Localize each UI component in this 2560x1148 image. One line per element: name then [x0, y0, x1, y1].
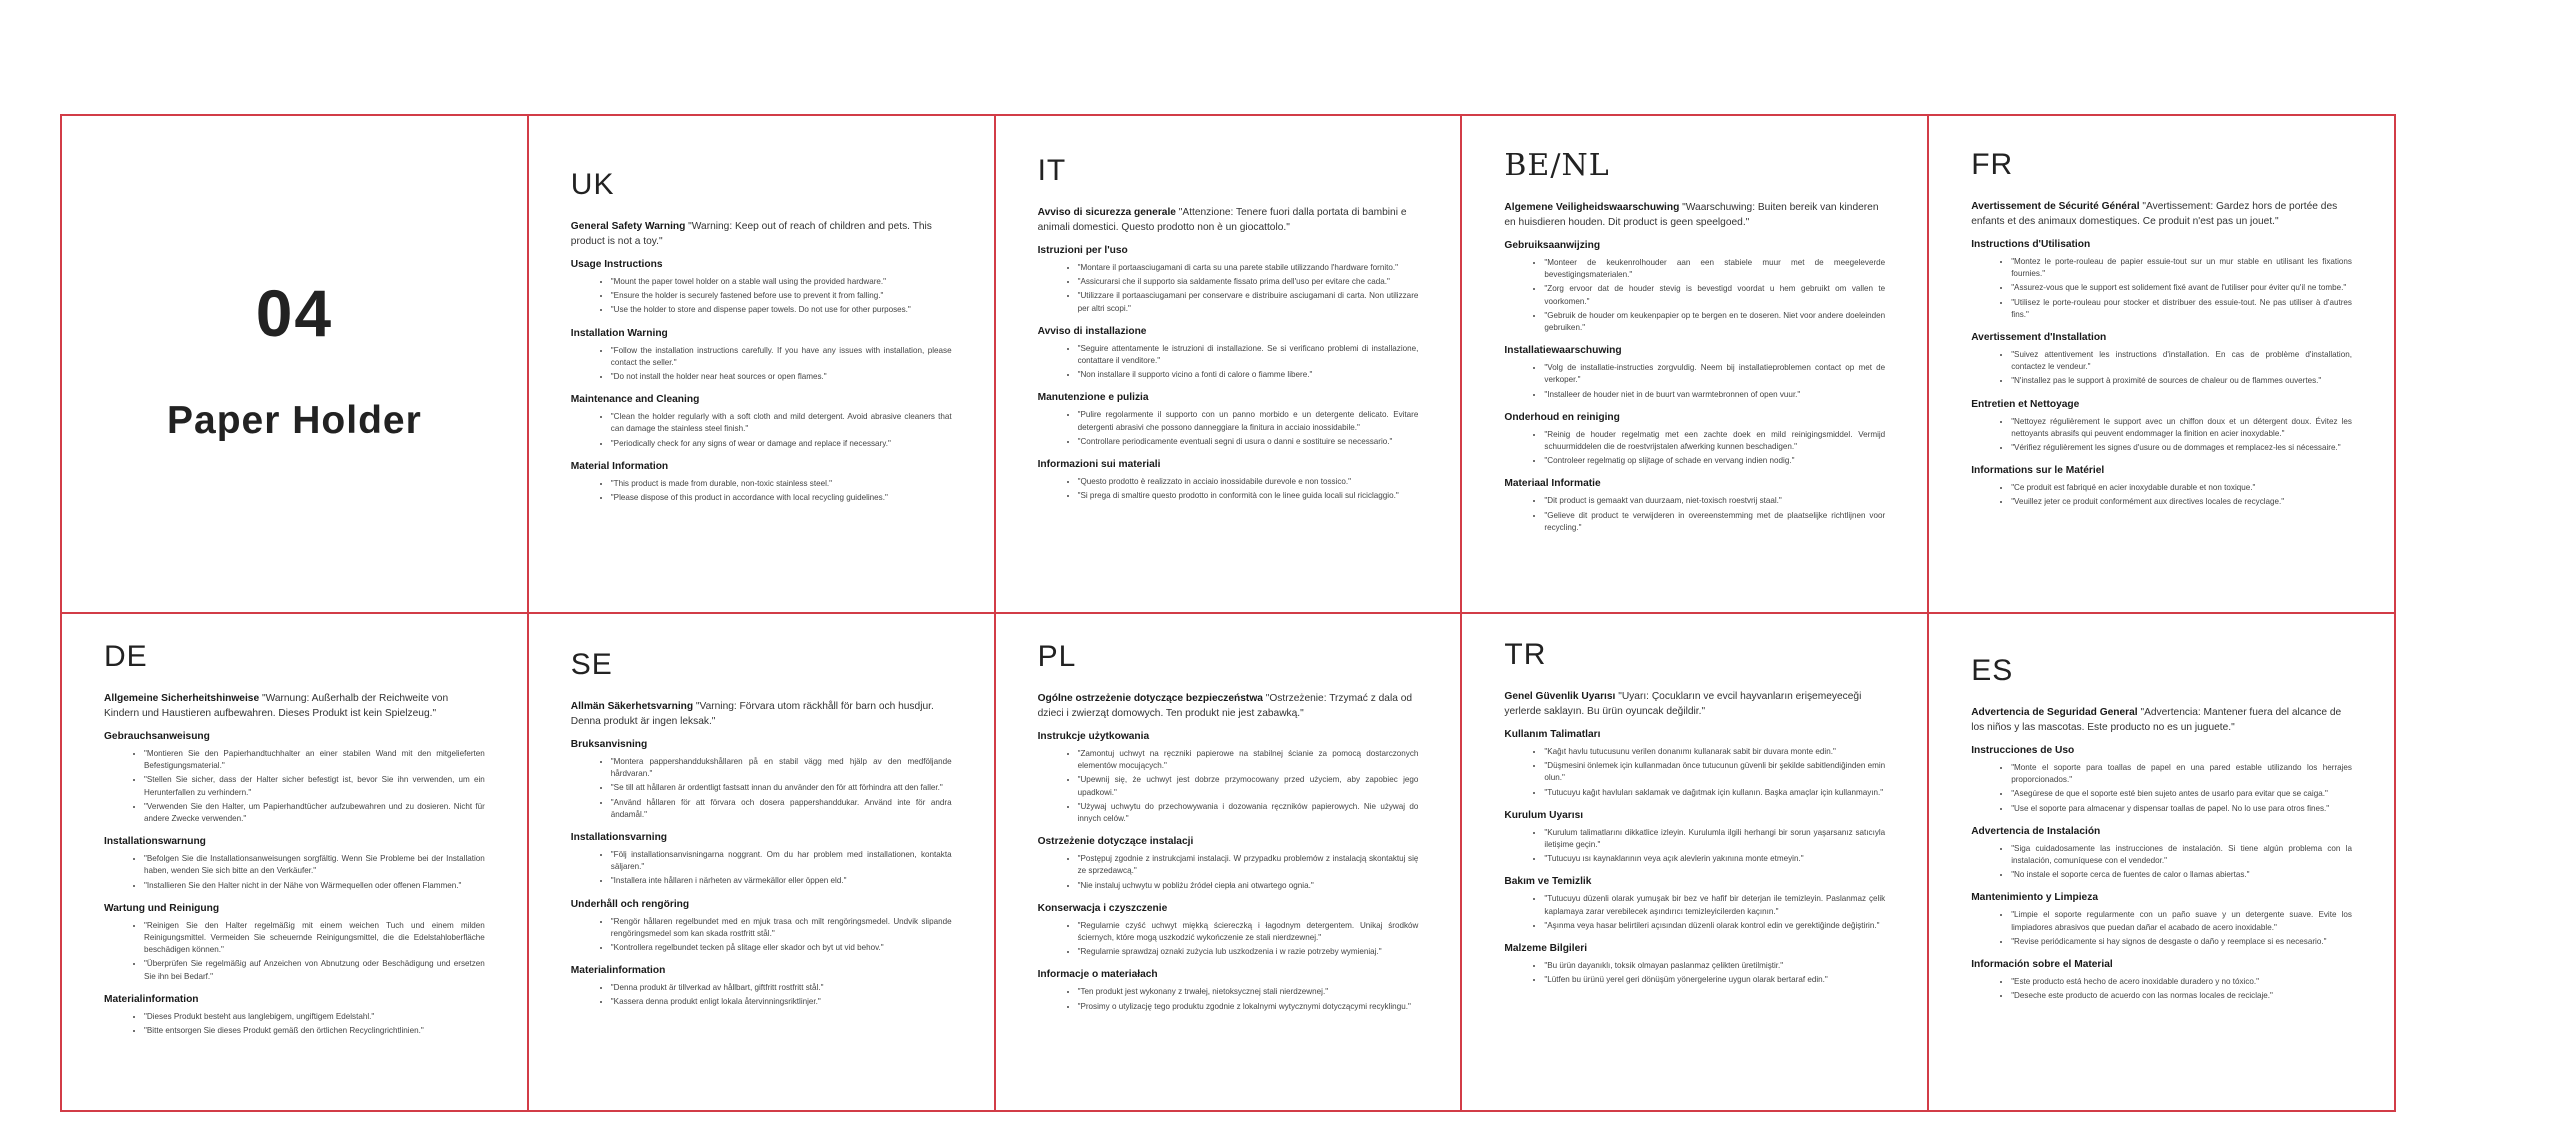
instruction-list — [571, 849, 952, 888]
list-item: • "Nie instaluj uchwytu w pobliżu źródeł ciepła ani otwartego ognia." — [1078, 880, 1419, 892]
section-heading: Konserwacja i czyszczenie — [1037, 902, 1168, 914]
section-heading: Gebrauchsanweisung — [104, 731, 210, 742]
list-item: • "Gelieve dit product te verwijderen in overeenstemming met de plaatselijke richtlijnen voor recycling." — [1544, 510, 1885, 534]
instruction-list — [1971, 256, 2352, 321]
list-item: • "Följ installationsanvisningarna noggrant. Om du har problem med installationen, kontakta säljaren." — [611, 849, 952, 873]
list-item: • "Rengör hållaren regelbundet med en mjuk trasa och milt rengöringsmedel. Undvik slipande rengöringsmedel som kan skada rostfritt stål." — [611, 916, 952, 940]
instruction-sheet-grid — [60, 114, 2396, 1112]
section-heading: Gebruiksaanwijzing — [1504, 240, 1601, 251]
instruction-list — [571, 982, 952, 1008]
list-item: • "Asegúrese de que el soporte esté bien sujeto antes de usarlo para evitar que se caiga." — [2011, 788, 2352, 800]
list-item: • "Revise periódicamente si hay signos de desgaste o daño y reemplace si es necesario." — [2011, 936, 2352, 948]
list-item: • "Überprüfen Sie regelmäßig auf Anzeichen von Abnutzung oder Beschädigung und ersetzen Sie ihn bei Bedarf." — [144, 958, 485, 982]
safety-warning-text: "Warnung: Außerhalb der Reichweite von Kindern und Haustieren aufbewahren. Dieses Produkt ist kein Spielzeug." — [104, 693, 449, 719]
list-item: • "Monteer de keukenrolhouder aan een stabiele muur met de meegeleverde bevestigingsmaterialen." — [1544, 257, 1885, 281]
list-item: • "Assurez-vous que le support est solidement fixé avant de l'utiliser pour éviter qu'il ne tombe." — [2011, 282, 2352, 294]
section-heading: Materialinformation — [104, 993, 199, 1005]
instruction-list — [571, 756, 952, 821]
list-item: • "Use the holder to store and dispense paper towels. Do not use for other purposes." — [611, 304, 952, 316]
list-item: • "Lütfen bu ürünü yerel geri dönüşüm yönergelerine uygun olarak bertaraf edin." — [1544, 974, 1885, 986]
instruction-list — [1504, 257, 1885, 334]
instruction-list — [571, 916, 952, 955]
safety-warning-heading: Algemene Veiligheidswaarschuwing — [1504, 202, 1680, 213]
list-item: • "Veuillez jeter ce produit conformément aux directives locales de recyclage." — [2011, 496, 2352, 508]
section-heading: Maintenance and Cleaning — [570, 394, 700, 406]
safety-warning — [1038, 206, 1419, 235]
section-heading: Informations sur le Matériel — [1971, 465, 2105, 477]
language-code: BE/NL — [1504, 148, 1610, 183]
list-item: • "Assicurarsi che il supporto sia saldamente fissato prima dell'uso per evitare che cada." — [1078, 276, 1419, 288]
instruction-list — [1504, 362, 1885, 401]
list-item: • "Upewnij się, że uchwyt jest dobrze przymocowany przed użyciem, aby zapobiec jego upadkowi." — [1078, 774, 1419, 798]
instruction-list — [1971, 843, 2352, 882]
safety-warning-heading: Advertencia de Seguridad General — [1971, 707, 2138, 718]
list-item: • "Befolgen Sie die Installationsanweisungen sorgfältig. Wenn Sie Probleme bei der Installation haben, wenden Sie sich bitte an den Verkäufer." — [144, 853, 485, 877]
safety-warning-text: "Avertissement: Gardez hors de portée des enfants et des animaux domestiques. Ce produit n'est pas un jouet." — [1971, 201, 2338, 227]
list-item: • "Montera pappershanddukshållaren på en stabil vägg med hjälp av den medföljande hårdvaran." — [611, 756, 952, 780]
list-item: • "Suivez attentivement les instructions d'installation. En cas de problème d'installation, contactez le vendeur." — [2011, 349, 2352, 373]
language-code: DE — [104, 640, 148, 673]
instruction-list — [1504, 746, 1885, 799]
instruction-list — [1971, 482, 2352, 508]
section-heading: Mantenimiento y Limpieza — [1971, 892, 2098, 904]
section-heading: Installatiewaarschuwing — [1504, 345, 1622, 357]
list-item: • "Use el soporte para almacenar y dispensar toallas de papel. No lo use para otros fines." — [2011, 803, 2352, 815]
safety-warning-heading: Avertissement de Sécurité Général — [1971, 201, 2140, 212]
list-item: • "Kassera denna produkt enligt lokala återvinningsriktlinjer." — [611, 996, 952, 1008]
section-heading: Bruksanvisning — [570, 739, 648, 750]
safety-warning — [1971, 706, 2352, 735]
instruction-list — [1971, 349, 2352, 388]
list-item: • "Controllare periodicamente eventuali segni di usura o danni e sostituire se necessario." — [1078, 436, 1419, 448]
language-panel-pl — [996, 614, 1463, 1112]
safety-warning-heading: Avviso di sicurezza generale — [1037, 207, 1176, 218]
section-heading: Istruzioni per l'uso — [1037, 245, 1128, 256]
section-heading: Materiaal Informatie — [1504, 478, 1601, 490]
language-panel-tr — [1462, 614, 1929, 1112]
section-heading: Onderhoud en reiniging — [1504, 411, 1620, 423]
instruction-list — [1038, 262, 1419, 315]
list-item: • "Controleer regelmatig op slijtage of schade en vervang indien nodig." — [1544, 455, 1885, 467]
safety-warning-heading: Genel Güvenlik Uyarısı — [1504, 691, 1616, 702]
instruction-list — [1971, 416, 2352, 455]
language-code: FR — [1971, 148, 2014, 181]
section-heading: Usage Instructions — [570, 259, 663, 270]
safety-warning-heading: Allgemeine Sicherheitshinweise — [104, 693, 260, 704]
instruction-list — [104, 1011, 485, 1037]
instruction-list — [1971, 762, 2352, 815]
list-item: • "Do not install the holder near heat sources or open flames." — [611, 371, 952, 383]
safety-warning-heading: Allmän Säkerhetsvarning — [570, 701, 694, 712]
list-item: • "Montare il portaasciugamani di carta su una parete stabile utilizzando l'hardware fornito." — [1078, 262, 1419, 274]
section-heading: Informacje o materiałach — [1037, 969, 1158, 981]
instruction-list — [1971, 976, 2352, 1002]
instruction-list — [571, 411, 952, 450]
instruction-list — [571, 478, 952, 504]
product-name: Paper Holder — [167, 399, 422, 442]
safety-warning-text: "Attenzione: Tenere fuori dalla portata di bambini e animali domestici. Questo prodotto non è un giocattolo." — [1037, 207, 1407, 233]
instruction-list — [1038, 476, 1419, 502]
safety-warning — [104, 692, 485, 721]
safety-warning — [571, 700, 952, 729]
list-item: • "Använd hållaren för att förvara och dosera pappershanddukar. Använd inte för andra ändamål." — [611, 797, 952, 821]
safety-warning — [1971, 200, 2352, 229]
language-panel-uk — [529, 116, 996, 614]
list-item: • "Utilisez le porte-rouleau pour stocker et distribuer des essuie-tout. Ne pas utiliser à d'autres fins." — [2011, 297, 2352, 321]
instruction-list — [1038, 920, 1419, 959]
section-heading: Kullanım Talimatları — [1504, 729, 1601, 740]
list-item: • "Reinig de houder regelmatig met een zachte doek en mild reinigingsmiddel. Vermijd schuurmiddelen die de roestvrijstalen afwerking kunnen beschadigen." — [1544, 429, 1885, 453]
list-item: • "Düşmesini önlemek için kullanmadan önce tutucunun güvenli bir şekilde sabitlendiğinden emin olun." — [1544, 760, 1885, 784]
language-code: IT — [1037, 154, 1067, 187]
safety-warning-heading: Ogólne ostrzeżenie dotyczące bezpieczeństwa — [1037, 693, 1263, 704]
section-heading: Bakım ve Temizlik — [1504, 876, 1592, 888]
list-item: • "Vérifiez régulièrement les signes d'usure ou de dommages et remplacez-les si nécessaire." — [2011, 442, 2352, 454]
list-item: • "Kurulum talimatlarını dikkatlice izleyin. Kurulumla ilgili herhangi bir sorun yaşarsanız satıcıyla iletişime geçin." — [1544, 827, 1885, 851]
section-heading: Ostrzeżenie dotyczące instalacji — [1037, 836, 1194, 848]
safety-warning-text: "Ostrzeżenie: Trzymać z dala od dzieci i zwierząt domowych. Ten produkt nie jest zabawką." — [1037, 693, 1413, 719]
list-item: • "Ten produkt jest wykonany z trwałej, nietoksycznej stali nierdzewnej." — [1078, 986, 1419, 998]
title-panel — [62, 116, 529, 614]
instruction-list — [571, 345, 952, 384]
instruction-list — [1038, 748, 1419, 825]
list-item: • "Pulire regolarmente il supporto con un panno morbido e un detergente delicato. Evitare detergenti abrasivi che possono danneggiare la finitura in acciaio inossidabile." — [1078, 409, 1419, 433]
list-item: • "Se till att hållaren är ordentligt fastsatt innan du använder den för att förhindra att den faller." — [611, 782, 952, 794]
instruction-list — [1971, 909, 2352, 948]
section-heading: Kurulum Uyarısı — [1504, 809, 1584, 821]
list-item: • "Este producto está hecho de acero inoxidable duradero y no tóxico." — [2011, 976, 2352, 988]
instruction-list — [1504, 893, 1885, 932]
language-code: TR — [1504, 638, 1547, 671]
section-heading: Instrucciones de Uso — [1971, 745, 2075, 756]
instruction-list — [571, 276, 952, 317]
section-heading: Informazioni sui materiali — [1037, 459, 1161, 471]
language-panel-fr — [1929, 116, 2396, 614]
section-heading: Entretien et Nettoyage — [1971, 398, 2080, 410]
list-item: • "Stellen Sie sicher, dass der Halter sicher befestigt ist, bevor Sie ihn verwenden, um ein Herunterfallen zu verhindern." — [144, 774, 485, 798]
section-heading: Material Information — [570, 460, 669, 472]
list-item: • "Installera inte hållaren i närheten av värmekällor eller öppen eld." — [611, 875, 952, 887]
section-heading: Instructions d'Utilisation — [1971, 239, 2091, 250]
language-panel-es — [1929, 614, 2396, 1112]
list-item: • "Montez le porte-rouleau de papier essuie-tout sur un mur stable en utilisant les fixations fournies." — [2011, 256, 2352, 280]
list-item: • "Reinigen Sie den Halter regelmäßig mit einem weichen Tuch und einem milden Reinigungsmittel. Vermeiden Sie scheuernde Reinigungsmittel, die die Edelstahloberfläche beschädigen können." — [144, 920, 485, 957]
section-heading: Avviso di installazione — [1037, 325, 1147, 337]
language-panel-it — [996, 116, 1463, 614]
list-item: • "Verwenden Sie den Halter, um Papierhandtücher aufzubewahren und zu dosieren. Nicht für andere Zwecke verwenden." — [144, 801, 485, 825]
safety-warning-text: "Warning: Keep out of reach of children and pets. This product is not a toy." — [570, 221, 932, 247]
list-item: • "Follow the installation instructions carefully. If you have any issues with installation, please contact the seller." — [611, 345, 952, 369]
list-item: • "Deseche este producto de acuerdo con las normas locales de reciclaje." — [2011, 990, 2352, 1002]
section-heading: Materialinformation — [570, 965, 666, 977]
section-heading: Avertissement d'Installation — [1971, 332, 2107, 344]
list-item: • "Seguire attentamente le istruzioni di installazione. Se si verificano problemi di installazione, contattare il venditore." — [1078, 343, 1419, 367]
safety-warning — [1504, 201, 1885, 230]
safety-warning-text: "Uyarı: Çocukların ve evcil hayvanların erişemeyeceği yerlerde saklayın. Bu ürün oyuncak değildir." — [1504, 691, 1862, 717]
safety-warning-text: "Varning: Förvara utom räckhåll för barn och husdjur. Denna produkt är ingen leksak." — [570, 701, 934, 727]
section-heading: Manutenzione e pulizia — [1037, 392, 1149, 404]
list-item: • "Montieren Sie den Papierhandtuchhalter an einer stabilen Wand mit den mitgelieferten Befestigungsmaterial." — [144, 748, 485, 772]
safety-warning-text: "Advertencia: Mantener fuera del alcance de los niños y las mascotas. Este producto no es un juguete." — [1971, 707, 2342, 733]
list-item: • "Monte el soporte para toallas de papel en una pared estable utilizando los herrajes proporcionados." — [2011, 762, 2352, 786]
section-heading: Información sobre el Material — [1971, 959, 2113, 971]
list-item: • "N'installez pas le support à proximité de sources de chaleur ou de flammes ouvertes." — [2011, 375, 2352, 387]
list-item: • "Tutucuyu düzenli olarak yumuşak bir bez ve hafif bir deterjan ile temizleyin. Paslanmaz çelik kaplamaya zarar verebilecek aşındırıcı temizleyicilerden kaçının." — [1544, 893, 1885, 917]
instruction-list — [1038, 853, 1419, 892]
list-item: • "Postępuj zgodnie z instrukcjami instalacji. W przypadku problemów z instalacją skontaktuj się ze sprzedawcą." — [1078, 853, 1419, 877]
language-panel-se — [529, 614, 996, 1112]
section-heading: Installation Warning — [570, 327, 668, 339]
list-item: • "Regularnie czyść uchwyt miękką ściereczką i łagodnym detergentem. Unikaj środków ściernych, które mogą uszkodzić wykończenie ze stali nierdzewnej." — [1078, 920, 1419, 944]
section-heading: Advertencia de Instalación — [1971, 825, 2101, 837]
list-item: • "Zorg ervoor dat de houder stevig is bevestigd voordat u hem gebruikt om vallen te voorkomen." — [1544, 283, 1885, 307]
safety-warning — [1038, 692, 1419, 721]
list-item: • "Ensure the holder is securely fastened before use to prevent it from falling." — [611, 290, 952, 302]
list-item: • "Używaj uchwytu do przechowywania i dozowania ręczników papierowych. Nie używaj do innych celów." — [1078, 801, 1419, 825]
list-item: • "Nettoyez régulièrement le support avec un chiffon doux et un détergent doux. Évitez les nettoyants abrasifs qui peuvent endommager la finition en acier inoxydable." — [2011, 416, 2352, 440]
instruction-list — [1038, 409, 1419, 448]
list-item: • "Aşınma veya hasar belirtileri açısından düzenli olarak kontrol edin ve gerektiğinde değiştirin." — [1544, 920, 1885, 932]
safety-warning — [1504, 690, 1885, 719]
language-code: UK — [570, 168, 615, 201]
list-item: • "Tutucuyu kağıt havluları saklamak ve dağıtmak için kullanın. Başka amaçlar için kullanmayın." — [1544, 787, 1885, 799]
list-item: • "Installeer de houder niet in de buurt van warmtebronnen of open vuur." — [1544, 389, 1885, 401]
list-item: • "Kontrollera regelbundet tecken på slitage eller skador och byt ut vid behov." — [611, 942, 952, 954]
product-number: 04 — [255, 276, 334, 350]
list-item: • "Bitte entsorgen Sie dieses Produkt gemäß den örtlichen Recyclingrichtlinien." — [144, 1025, 485, 1037]
instruction-list — [1038, 343, 1419, 382]
list-item: • "Ce produit est fabriqué en acier inoxydable durable et non toxique." — [2011, 482, 2352, 494]
instruction-list — [1504, 827, 1885, 866]
list-item: • "Volg de installatie-instructies zorgvuldig. Neem bij installatieproblemen contact op met de verkoper." — [1544, 362, 1885, 386]
list-item: • "Installieren Sie den Halter nicht in der Nähe von Wärmequellen oder offenen Flammen." — [144, 880, 485, 892]
safety-warning-heading: General Safety Warning — [570, 221, 686, 232]
list-item: • "Non installare il supporto vicino a fonti di calore o fiamme libere." — [1078, 369, 1419, 381]
list-item: • "No instale el soporte cerca de fuentes de calor o llamas abiertas." — [2011, 869, 2352, 881]
list-item: • "This product is made from durable, non-toxic stainless steel." — [611, 478, 952, 490]
list-item: • "Denna produkt är tillverkad av hållbart, giftfritt rostfritt stål." — [611, 982, 952, 994]
list-item: • "Prosimy o utylizację tego produktu zgodnie z lokalnymi wytycznymi dotyczącymi recyklingu." — [1078, 1001, 1419, 1013]
language-panel-be-nl — [1462, 116, 1929, 614]
list-item: • "Si prega di smaltire questo prodotto in conformità con le linee guida locali sul riciclaggio." — [1078, 490, 1419, 502]
section-heading: Underhåll och rengöring — [570, 898, 690, 910]
language-code: SE — [570, 648, 613, 681]
instruction-list — [104, 748, 485, 825]
safety-warning-text: "Waarschuwing: Buiten bereik van kinderen en huisdieren houden. Dit product is geen speelgoed." — [1504, 202, 1879, 228]
section-heading: Installationsvarning — [570, 832, 668, 844]
section-heading: Instrukcje użytkowania — [1037, 731, 1150, 742]
list-item: • "Gebruik de houder om keukenpapier op te bergen en te doseren. Niet voor andere doeleinden gebruiken." — [1544, 310, 1885, 334]
instruction-list — [1038, 986, 1419, 1012]
list-item: • "Regularnie sprawdzaj oznaki zużycia lub uszkodzenia i w razie potrzeby wymieniaj." — [1078, 946, 1419, 958]
list-item: • "Mount the paper towel holder on a stable wall using the provided hardware." — [611, 276, 952, 288]
section-heading: Malzeme Bilgileri — [1504, 943, 1588, 955]
instruction-list — [1504, 960, 1885, 986]
section-heading: Installationswarnung — [104, 836, 206, 848]
list-item: • "Tutucuyu ısı kaynaklarının veya açık alevlerin yakınına monte etmeyin." — [1544, 853, 1885, 865]
instruction-list — [1504, 495, 1885, 534]
list-item: • "Siga cuidadosamente las instrucciones de instalación. Si tiene algún problema con la instalación, comuníquese con el vendedor." — [2011, 843, 2352, 867]
instruction-list — [104, 853, 485, 892]
list-item: • "Bu ürün dayanıklı, toksik olmayan paslanmaz çelikten üretilmiştir." — [1544, 960, 1885, 972]
safety-warning — [571, 220, 952, 249]
list-item: • "Clean the holder regularly with a soft cloth and mild detergent. Avoid abrasive cleaners that can damage the stainless steel finish." — [611, 411, 952, 435]
list-item: • "Limpie el soporte regularmente con un paño suave y un detergente suave. Evite los limpiadores abrasivos que puedan dañar el acabado de acero inoxidable." — [2011, 909, 2352, 933]
list-item: • "Questo prodotto è realizzato in acciaio inossidabile durevole e non tossico." — [1078, 476, 1419, 488]
language-panel-de — [62, 614, 529, 1112]
list-item: • "Periodically check for any signs of wear or damage and replace if necessary." — [611, 438, 952, 450]
section-heading: Wartung und Reinigung — [104, 902, 220, 914]
list-item: • "Dieses Produkt besteht aus langlebigem, ungiftigem Edelstahl." — [144, 1011, 485, 1023]
language-code: PL — [1037, 640, 1077, 673]
list-item: • "Kağıt havlu tutucusunu verilen donanımı kullanarak sabit bir duvara monte edin." — [1544, 746, 1885, 758]
instruction-list — [1504, 429, 1885, 468]
list-item: • "Zamontuj uchwyt na ręczniki papierowe na stabilnej ścianie za pomocą dostarczonych elementów mocujących." — [1078, 748, 1419, 772]
instruction-list — [104, 920, 485, 983]
list-item: • "Dit product is gemaakt van duurzaam, niet-toxisch roestvrij staal." — [1544, 495, 1885, 507]
list-item: • "Utilizzare il portaasciugamani per conservare e distribuire asciugamani di carta. Non utilizzare per altri scopi." — [1078, 290, 1419, 314]
language-code: ES — [1971, 654, 2014, 687]
list-item: • "Please dispose of this product in accordance with local recycling guidelines." — [611, 492, 952, 504]
